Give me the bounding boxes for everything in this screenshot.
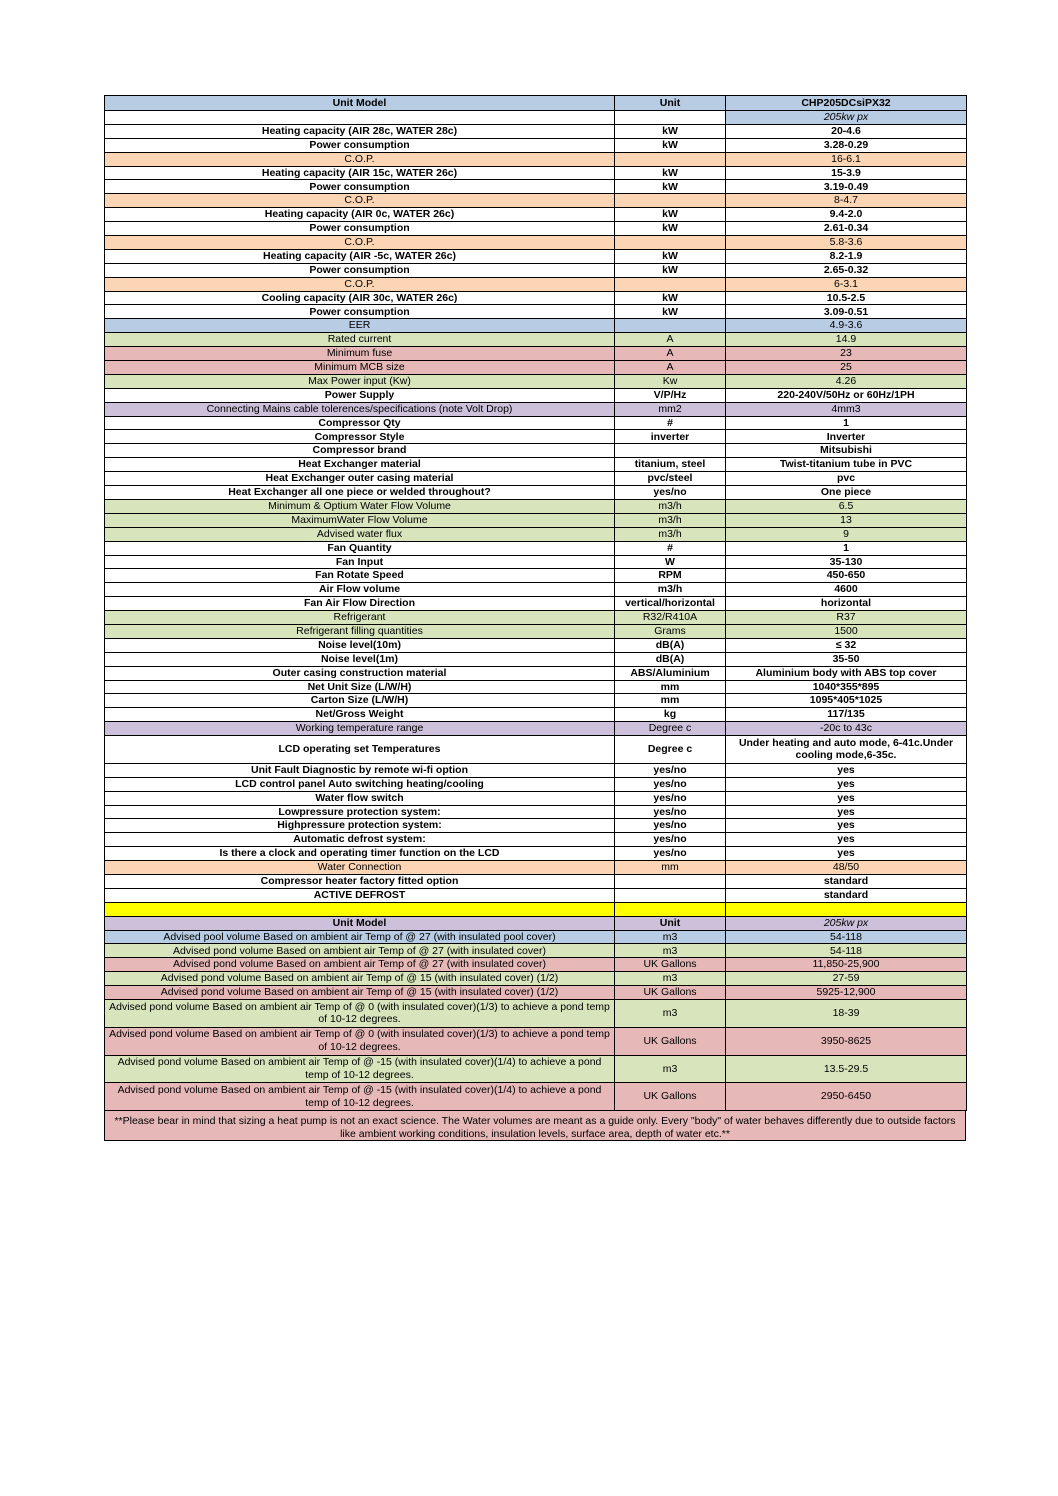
section2-header-model: 205kw px: [726, 916, 967, 930]
spec_rows-value: R37: [726, 611, 967, 625]
spec_rows-value: Mitsubishi: [726, 444, 967, 458]
spec_rows-value: 9.4-2.0: [726, 208, 967, 222]
subheader-row: [105, 111, 967, 125]
spec_rows-unit: [615, 277, 726, 291]
spec_rows-row: [105, 486, 967, 500]
spec_rows-label: Unit Fault Diagnostic by remote wi-fi option: [105, 763, 615, 777]
spec_rows-value: yes: [726, 819, 967, 833]
spec_rows-unit: mm: [615, 680, 726, 694]
spec_rows-label: Heating capacity (AIR 0c, WATER 26c): [105, 208, 615, 222]
spec_rows-row: [105, 875, 967, 889]
spec_rows-unit: A: [615, 361, 726, 375]
spec_rows-label: Lowpressure protection system:: [105, 805, 615, 819]
spec_rows-unit: m3/h: [615, 513, 726, 527]
spec_rows-value: standard: [726, 875, 967, 889]
spec_rows-row: [105, 722, 967, 736]
spec-sheet: [104, 95, 966, 1141]
spec_rows-unit: #: [615, 541, 726, 555]
spec_rows-label: Rated current: [105, 333, 615, 347]
spec_rows-value: 1500: [726, 624, 967, 638]
spec_rows-row: [105, 347, 967, 361]
volume_rows-unit: UK Gallons: [615, 986, 726, 1000]
volume_rows-value: 11,850-25,900: [726, 958, 967, 972]
spec_rows-row: [105, 388, 967, 402]
spec_rows-unit: kW: [615, 166, 726, 180]
spec_rows-label: Compressor heater factory fitted option: [105, 875, 615, 889]
spec_rows-unit: kW: [615, 263, 726, 277]
spec_rows-row: [105, 791, 967, 805]
spec_rows-value: 3.09-0.51: [726, 305, 967, 319]
spec_rows-value: 3.28-0.29: [726, 138, 967, 152]
spec_rows-value: 2.61-0.34: [726, 222, 967, 236]
spec_rows-label: Power consumption: [105, 180, 615, 194]
spec_rows-unit: [615, 194, 726, 208]
spec_rows-value: Twist-titanium tube in PVC: [726, 458, 967, 472]
header-label: Unit Model: [105, 96, 615, 111]
spec_rows-unit: yes/no: [615, 847, 726, 861]
spec_rows-label: LCD control panel Auto switching heating/cooling: [105, 777, 615, 791]
separator-row: [105, 902, 967, 916]
spec_rows-value: yes: [726, 833, 967, 847]
spec_rows-unit: R32/R410A: [615, 611, 726, 625]
volume_rows-label: Advised pond volume Based on ambient air Temp of @ 15 (with insulated cover) (1/2): [105, 972, 615, 986]
spec_rows-value: 3.19-0.49: [726, 180, 967, 194]
spec_rows-value: 220-240V/50Hz or 60Hz/1PH: [726, 388, 967, 402]
spec_rows-unit: [615, 236, 726, 250]
section2-header-row: [105, 916, 967, 930]
spec_rows-label: Minimum fuse: [105, 347, 615, 361]
header-model: CHP205DCsiPX32: [726, 96, 967, 111]
spec_rows-unit: dB(A): [615, 638, 726, 652]
spec_rows-label: ACTIVE DEFROST: [105, 888, 615, 902]
spec_rows-row: [105, 124, 967, 138]
spec_rows-row: [105, 319, 967, 333]
spec_rows-row: [105, 847, 967, 861]
spec_rows-label: Compressor brand: [105, 444, 615, 458]
spec_rows-label: Air Flow volume: [105, 583, 615, 597]
volume_rows-label: Advised pond volume Based on ambient air Temp of @ -15 (with insulated cover)(1/4) to achieve a pond temp of 10-12 degrees.: [105, 1055, 615, 1083]
volume_rows-unit: m3: [615, 944, 726, 958]
volume_rows-unit: UK Gallons: [615, 1083, 726, 1111]
volume_rows-value: 27-59: [726, 972, 967, 986]
volume_rows-value: 18-39: [726, 1000, 967, 1028]
spec_rows-row: [105, 708, 967, 722]
volume_rows-unit: m3: [615, 1000, 726, 1028]
spec_rows-value: yes: [726, 777, 967, 791]
spec_rows-label: Power consumption: [105, 263, 615, 277]
spec_rows-value: 6-3.1: [726, 277, 967, 291]
spec_rows-value: 14.9: [726, 333, 967, 347]
spec_rows-row: [105, 833, 967, 847]
volume_rows-label: Advised pond volume Based on ambient air Temp of @ -15 (with insulated cover)(1/4) to achieve a pond temp of 10-12 degrees.: [105, 1083, 615, 1111]
volume_rows-row: [105, 986, 967, 1000]
spec_rows-value: horizontal: [726, 597, 967, 611]
spec_rows-row: [105, 374, 967, 388]
spec_rows-value: 35-50: [726, 652, 967, 666]
spec_rows-label: Fan Air Flow Direction: [105, 597, 615, 611]
spec_rows-label: Outer casing construction material: [105, 666, 615, 680]
spec_rows-value: 23: [726, 347, 967, 361]
spec_rows-row: [105, 138, 967, 152]
spec_rows-row: [105, 333, 967, 347]
spec_rows-label: EER: [105, 319, 615, 333]
spec_rows-value: 1: [726, 416, 967, 430]
spec_rows-row: [105, 861, 967, 875]
spec_rows-label: Minimum & Optium Water Flow Volume: [105, 499, 615, 513]
spec_rows-unit: dB(A): [615, 652, 726, 666]
spec_rows-unit: kW: [615, 208, 726, 222]
volume_rows-label: Advised pond volume Based on ambient air Temp of @ 0 (with insulated cover)(1/3) to achieve a pond temp of 10-12 degrees.: [105, 1000, 615, 1028]
spec_rows-row: [105, 222, 967, 236]
spec_rows-value: 1040*355*895: [726, 680, 967, 694]
volume_rows-value: 2950-6450: [726, 1083, 967, 1111]
spec_rows-row: [105, 597, 967, 611]
spec_rows-label: Heat Exchanger outer casing material: [105, 472, 615, 486]
volume_rows-value: 13.5-29.5: [726, 1055, 967, 1083]
spec_rows-unit: W: [615, 555, 726, 569]
spec_rows-row: [105, 263, 967, 277]
spec_rows-unit: [615, 888, 726, 902]
spec_rows-row: [105, 624, 967, 638]
volume_rows-row: [105, 930, 967, 944]
spec_rows-unit: #: [615, 416, 726, 430]
spec_rows-value: Aluminium body with ABS top cover: [726, 666, 967, 680]
spec_rows-label: Heating capacity (AIR -5c, WATER 26c): [105, 249, 615, 263]
spec_rows-row: [105, 208, 967, 222]
spec_rows-value: 1095*405*1025: [726, 694, 967, 708]
spec_rows-row: [105, 416, 967, 430]
spec_rows-unit: Kw: [615, 374, 726, 388]
volume_rows-row: [105, 972, 967, 986]
spec_rows-unit: A: [615, 347, 726, 361]
spec_rows-row: [105, 680, 967, 694]
volume_rows-label: Advised pond volume Based on ambient air Temp of @ 27 (with insulated cover): [105, 958, 615, 972]
spec_rows-unit: RPM: [615, 569, 726, 583]
spec_rows-row: [105, 805, 967, 819]
spec_rows-unit: vertical/horizontal: [615, 597, 726, 611]
header-sub: 205kw px: [726, 111, 967, 125]
spec_rows-unit: kW: [615, 138, 726, 152]
spec_rows-value: 35-130: [726, 555, 967, 569]
spec_rows-unit: m3/h: [615, 499, 726, 513]
spec_rows-value: yes: [726, 791, 967, 805]
spec_rows-unit: inverter: [615, 430, 726, 444]
spec_rows-unit: Degree c: [615, 722, 726, 736]
spec_rows-label: Advised water flux: [105, 527, 615, 541]
spec_rows-unit: yes/no: [615, 486, 726, 500]
spec_rows-unit: kW: [615, 124, 726, 138]
spec_rows-row: [105, 430, 967, 444]
spec_rows-unit: yes/no: [615, 763, 726, 777]
spec_rows-value: 9: [726, 527, 967, 541]
volume_rows-unit: UK Gallons: [615, 1027, 726, 1055]
spec_rows-unit: titanium, steel: [615, 458, 726, 472]
spec_rows-row: [105, 736, 967, 764]
spec_rows-label: Compressor Style: [105, 430, 615, 444]
spec_rows-label: Refrigerant filling quantities: [105, 624, 615, 638]
spec_rows-unit: yes/no: [615, 833, 726, 847]
spec_rows-label: Highpressure protection system:: [105, 819, 615, 833]
spec_rows-row: [105, 499, 967, 513]
spec_rows-row: [105, 638, 967, 652]
spec_rows-label: Carton Size (L/W/H): [105, 694, 615, 708]
volume_rows-row: [105, 1055, 967, 1083]
spec_rows-value: Under heating and auto mode, 6-41c.Under cooling mode,6-35c.: [726, 736, 967, 764]
spec_rows-label: Compressor Qty: [105, 416, 615, 430]
spec_rows-unit: kW: [615, 249, 726, 263]
disclaimer-note: **Please bear in mind that sizing a heat pump is not an exact science. The Water volumes are meant as a guide only. Every "body" of water behaves differently due to outside factors like ambient working conditions, insulation levels, surface area, depth of water etc.**: [104, 1111, 966, 1141]
spec_rows-label: Heating capacity (AIR 15c, WATER 26c): [105, 166, 615, 180]
spec_rows-row: [105, 777, 967, 791]
spec_rows-row: [105, 236, 967, 250]
spec_rows-unit: [615, 444, 726, 458]
spec_rows-label: C.O.P.: [105, 194, 615, 208]
spec_rows-label: Connecting Mains cable tolerences/specifications (note Volt Drop): [105, 402, 615, 416]
spec_rows-unit: m3/h: [615, 583, 726, 597]
spec_rows-row: [105, 819, 967, 833]
spec_rows-row: [105, 666, 967, 680]
spec_rows-row: [105, 291, 967, 305]
spec_rows-label: LCD operating set Temperatures: [105, 736, 615, 764]
spec_rows-value: yes: [726, 847, 967, 861]
spec_rows-unit: [615, 875, 726, 889]
spec_rows-row: [105, 611, 967, 625]
header-row: [105, 96, 967, 111]
spec_rows-unit: mm: [615, 694, 726, 708]
spec_rows-unit: yes/no: [615, 791, 726, 805]
volume_rows-row: [105, 1083, 967, 1111]
spec_rows-value: standard: [726, 888, 967, 902]
spec_rows-row: [105, 763, 967, 777]
spec_rows-value: 6.5: [726, 499, 967, 513]
volume_rows-row: [105, 1027, 967, 1055]
spec_rows-unit: ABS/Aluminium: [615, 666, 726, 680]
spec_rows-value: 25: [726, 361, 967, 375]
spec_rows-row: [105, 472, 967, 486]
volume_rows-row: [105, 944, 967, 958]
spec_rows-row: [105, 527, 967, 541]
spec_rows-value: Inverter: [726, 430, 967, 444]
spec_rows-label: Heat Exchanger material: [105, 458, 615, 472]
spec_rows-label: Fan Input: [105, 555, 615, 569]
spec_rows-value: 4mm3: [726, 402, 967, 416]
spec_rows-unit: [615, 319, 726, 333]
spec_rows-unit: A: [615, 333, 726, 347]
spec_rows-row: [105, 583, 967, 597]
spec_rows-value: 48/50: [726, 861, 967, 875]
spec_rows-value: 15-3.9: [726, 166, 967, 180]
spec_rows-value: yes: [726, 805, 967, 819]
spec_rows-label: Max Power input (Kw): [105, 374, 615, 388]
spec_rows-value: 1: [726, 541, 967, 555]
header-unit: Unit: [615, 96, 726, 111]
volume_rows-value: 54-118: [726, 944, 967, 958]
spec_rows-label: Net/Gross Weight: [105, 708, 615, 722]
spec_rows-label: Power consumption: [105, 222, 615, 236]
spec_rows-value: 16-6.1: [726, 152, 967, 166]
spec_rows-label: Power consumption: [105, 138, 615, 152]
spec_rows-unit: Grams: [615, 624, 726, 638]
spec_rows-row: [105, 166, 967, 180]
spec_rows-unit: kW: [615, 291, 726, 305]
volume_rows-label: Advised pool volume Based on ambient air Temp of @ 27 (with insulated pool cover): [105, 930, 615, 944]
spec_rows-label: Power consumption: [105, 305, 615, 319]
section2-header-unit: Unit: [615, 916, 726, 930]
volume_rows-unit: m3: [615, 972, 726, 986]
spec_rows-label: C.O.P.: [105, 152, 615, 166]
volume_rows-unit: m3: [615, 1055, 726, 1083]
volume_rows-value: 3950-8625: [726, 1027, 967, 1055]
spec_rows-row: [105, 180, 967, 194]
volume_rows-unit: UK Gallons: [615, 958, 726, 972]
spec_rows-value: ≤ 32: [726, 638, 967, 652]
spec_rows-value: 13: [726, 513, 967, 527]
spec_rows-row: [105, 402, 967, 416]
spec_rows-unit: mm: [615, 861, 726, 875]
spec_rows-row: [105, 694, 967, 708]
spec_rows-row: [105, 888, 967, 902]
spec_rows-unit: pvc/steel: [615, 472, 726, 486]
spec_rows-row: [105, 249, 967, 263]
spec_rows-label: Minimum MCB size: [105, 361, 615, 375]
spec_rows-unit: kW: [615, 222, 726, 236]
volume_rows-unit: m3: [615, 930, 726, 944]
spec_rows-value: 2.65-0.32: [726, 263, 967, 277]
spec_rows-unit: kW: [615, 305, 726, 319]
volume_rows-row: [105, 958, 967, 972]
spec_rows-unit: kW: [615, 180, 726, 194]
spec_rows-row: [105, 361, 967, 375]
spec_rows-value: 4.9-3.6: [726, 319, 967, 333]
volume_rows-label: Advised pond volume Based on ambient air Temp of @ 27 (with insulated cover): [105, 944, 615, 958]
spec_rows-value: 117/135: [726, 708, 967, 722]
spec_rows-row: [105, 458, 967, 472]
spec_rows-row: [105, 652, 967, 666]
spec_rows-row: [105, 569, 967, 583]
spec_rows-row: [105, 194, 967, 208]
spec_rows-label: Noise level(10m): [105, 638, 615, 652]
spec_rows-unit: Degree c: [615, 736, 726, 764]
spec_rows-label: Working temperature range: [105, 722, 615, 736]
spec_rows-value: 4600: [726, 583, 967, 597]
spec_rows-unit: m3/h: [615, 527, 726, 541]
spec_rows-label: Net Unit Size (L/W/H): [105, 680, 615, 694]
spec_rows-value: 4.26: [726, 374, 967, 388]
spec_rows-row: [105, 555, 967, 569]
spec_rows-value: 450-650: [726, 569, 967, 583]
spec_rows-label: MaximumWater Flow Volume: [105, 513, 615, 527]
spec_rows-unit: [615, 152, 726, 166]
volume_rows-label: Advised pond volume Based on ambient air Temp of @ 0 (with insulated cover)(1/3) to achieve a pond temp of 10-12 degrees.: [105, 1027, 615, 1055]
spec_rows-label: Heat Exchanger all one piece or welded throughout?: [105, 486, 615, 500]
spec_rows-value: 8.2-1.9: [726, 249, 967, 263]
spec_rows-label: Automatic defrost system:: [105, 833, 615, 847]
spec_rows-row: [105, 444, 967, 458]
section2-header-label: Unit Model: [105, 916, 615, 930]
spec_rows-unit: kg: [615, 708, 726, 722]
spec_rows-value: -20c to 43c: [726, 722, 967, 736]
spec_rows-label: C.O.P.: [105, 236, 615, 250]
spec_rows-label: Noise level(1m): [105, 652, 615, 666]
spec_rows-value: 8-4.7: [726, 194, 967, 208]
spec_rows-label: Is there a clock and operating timer function on the LCD: [105, 847, 615, 861]
spec_rows-row: [105, 277, 967, 291]
spec_rows-row: [105, 305, 967, 319]
spec_rows-label: Power Supply: [105, 388, 615, 402]
spec_rows-label: Heating capacity (AIR 28c, WATER 28c): [105, 124, 615, 138]
volume_rows-row: [105, 1000, 967, 1028]
volume_rows-value: 5925-12,900: [726, 986, 967, 1000]
spec_rows-value: 10.5-2.5: [726, 291, 967, 305]
spec_rows-label: Fan Quantity: [105, 541, 615, 555]
spec_rows-row: [105, 541, 967, 555]
spec_rows-label: Cooling capacity (AIR 30c, WATER 26c): [105, 291, 615, 305]
spec_rows-unit: mm2: [615, 402, 726, 416]
spec_rows-label: C.O.P.: [105, 277, 615, 291]
spec_rows-label: Water Connection: [105, 861, 615, 875]
spec_rows-label: Refrigerant: [105, 611, 615, 625]
spec_rows-value: pvc: [726, 472, 967, 486]
spec-table: [104, 95, 967, 1111]
spec_rows-row: [105, 513, 967, 527]
volume_rows-value: 54-118: [726, 930, 967, 944]
spec_rows-value: 5.8-3.6: [726, 236, 967, 250]
spec_rows-unit: yes/no: [615, 777, 726, 791]
spec_rows-unit: V/P/Hz: [615, 388, 726, 402]
spec_rows-label: Water flow switch: [105, 791, 615, 805]
spec_rows-row: [105, 152, 967, 166]
volume_rows-label: Advised pond volume Based on ambient air Temp of @ 15 (with insulated cover) (1/2): [105, 986, 615, 1000]
spec_rows-value: One piece: [726, 486, 967, 500]
spec_rows-value: 20-4.6: [726, 124, 967, 138]
spec_rows-unit: yes/no: [615, 819, 726, 833]
spec_rows-unit: yes/no: [615, 805, 726, 819]
spec_rows-value: yes: [726, 763, 967, 777]
spec_rows-label: Fan Rotate Speed: [105, 569, 615, 583]
